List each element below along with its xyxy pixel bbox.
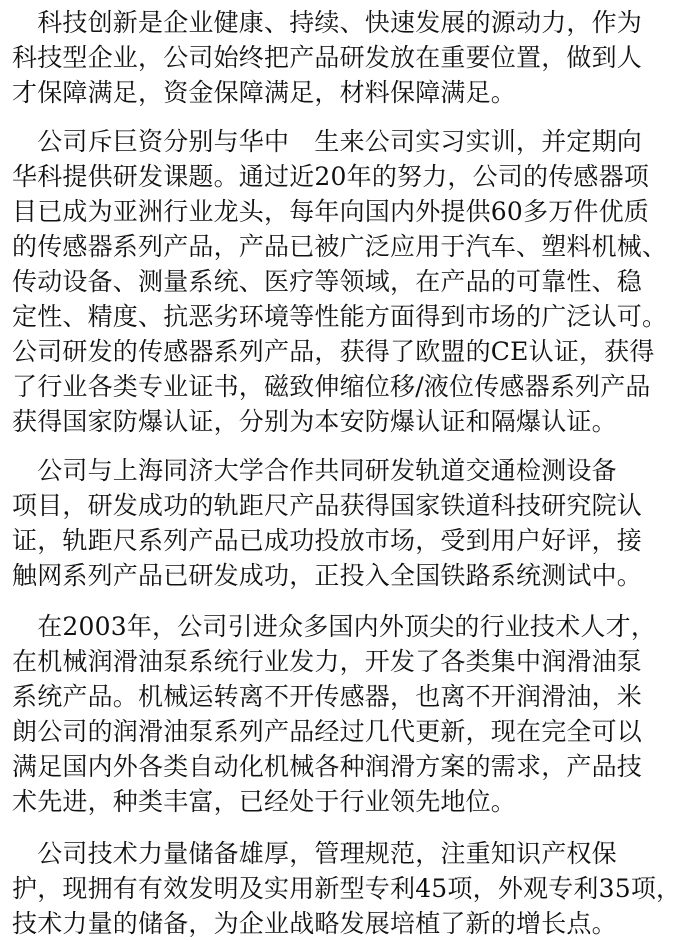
text-line: 系统产品。机械运转离不开传感器，也离不开润滑油，米 <box>12 682 643 711</box>
text-line: 朗公司的润滑油泵系列产品经过几代更新，现在完全可以 <box>12 717 643 746</box>
text-line: 获得国家防爆认证，分别为本安防爆认证和隔爆认证。 <box>12 407 617 436</box>
paragraph-innovation <box>12 5 688 110</box>
text-line: 公司研发的传感器系列产品，获得了欧盟的CE认证，获得 <box>12 337 655 366</box>
text-line: 公司与上海同济大学合作共同研发轨道交通检测设备 <box>12 456 617 485</box>
text-line: 护，现拥有有效发明及实用新型专利45项，外观专利35项， <box>12 874 682 903</box>
text-line: 才保障满足，资金保障满足，材料保障满足。 <box>12 78 517 107</box>
text-line: 在机械润滑油泵系统行业发力，开发了各类集中润滑油泵 <box>12 647 643 676</box>
paragraph-lubrication <box>12 609 688 819</box>
text-line: 术先进，种类丰富，已经处于行业领先地位。 <box>12 787 517 816</box>
text-line: 科技型企业，公司始终把产品研发放在重要位置，做到人 <box>12 43 643 72</box>
text-line: 项目，研发成功的轨距尺产品获得国家铁道科技研究院认 <box>12 491 643 520</box>
paragraph-patents <box>12 836 688 941</box>
text-line: 满足国内外各类自动化机械各种润滑方案的需求，产品技 <box>12 752 643 781</box>
text-line: 触网系列产品已研发成功，正投入全国铁路系统测试中。 <box>12 561 643 590</box>
text-line: 华科提供研发课题。通过近20年的努力，公司的传感器项 <box>12 162 650 191</box>
text-line: 传动设备、测量系统、医疗等领域，在产品的可靠性、稳 <box>12 267 643 296</box>
text-line: 定性、精度、抗恶劣环境等性能方面得到市场的广泛认可。 <box>12 302 668 331</box>
text-line: 公司斥巨资分别与华中 生来公司实习实训，并定期向 <box>12 127 643 156</box>
text-line: 的传感器系列产品，产品已被广泛应用于汽车、塑料机械、 <box>12 232 668 261</box>
text-line: 证，轨距尺系列产品已成功投放市场，受到用户好评，接 <box>12 526 643 555</box>
text-line: 在2003年，公司引进众多国内外顶尖的行业技术人才， <box>12 612 657 641</box>
paragraph-rail <box>12 453 688 593</box>
text-line: 科技创新是企业健康、持续、快速发展的源动力，作为 <box>12 8 643 37</box>
text-line: 了行业各类专业证书，磁致伸缩位移/液位传感器系列产品 <box>12 372 651 401</box>
text-line: 技术力量的储备，为企业战略发展培植了新的增长点。 <box>12 909 617 938</box>
text-line: 目已成为亚洲行业龙头，每年向国内外提供60多万件优质 <box>12 197 650 226</box>
paragraph-sensors <box>12 124 688 439</box>
text-line: 公司技术力量储备雄厚，管理规范，注重知识产权保 <box>12 839 617 868</box>
